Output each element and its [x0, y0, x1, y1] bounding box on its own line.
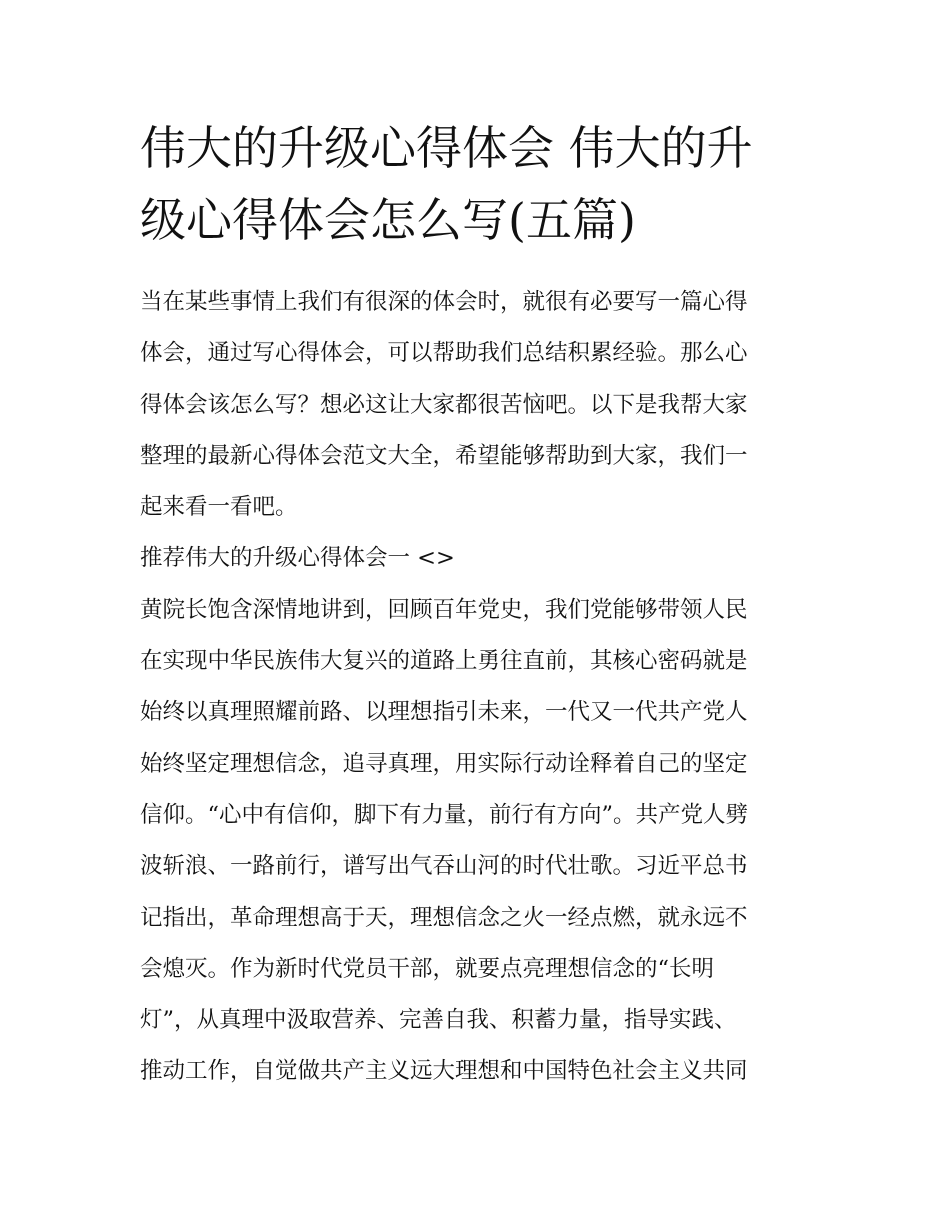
intro-line: 得体会该怎么写？想必这让大家都很苦恼吧。以下是我帮大家 [140, 391, 748, 418]
document-title [140, 112, 820, 256]
section-line: 波斩浪、一路前行，谱写出气吞山河的时代壮歌。习近平总书 [140, 853, 748, 880]
section-line: 推动工作，自觉做共产主义远大理想和中国特色社会主义共同 [140, 1058, 748, 1085]
section-line: 会熄灭。作为新时代党员干部，就要点亮理想信念的“长明 [140, 955, 715, 982]
section-line: 信仰。“心中有信仰，脚下有力量，前行有方向”。共产党人劈 [140, 801, 749, 828]
document-body [140, 277, 820, 1098]
intro-line: 起来看一看吧。 [140, 494, 298, 521]
section-line: 始终坚定理想信念，追寻真理，用实际行动诠释着自己的坚定 [140, 750, 748, 777]
title-line: 伟大的升级心得体会 伟大的升 [140, 121, 753, 175]
section-heading: 推荐伟大的升级心得体会一 <> [140, 545, 455, 572]
section-line: 灯”，从真理中汲取营养、完善自我、积蓄力量，指导实践、 [140, 1007, 737, 1034]
section-line: 黄院长饱含深情地讲到，回顾百年党史，我们党能够带领人民 [140, 596, 748, 623]
section-line: 始终以真理照耀前路、以理想指引未来，一代又一代共产党人 [140, 699, 748, 726]
intro-line: 体会，通过写心得体会，可以帮助我们总结积累经验。那么心 [140, 340, 748, 367]
section-line: 在实现中华民族伟大复兴的道路上勇往直前，其核心密码就是 [140, 648, 748, 675]
intro-line: 当在某些事情上我们有很深的体会时，就很有必要写一篇心得 [140, 289, 748, 315]
title-line: 级心得体会怎么写(五篇) [140, 193, 636, 247]
intro-line: 整理的最新心得体会范文大全，希望能够帮助到大家，我们一 [140, 442, 748, 469]
section-line: 记指出，革命理想高于天，理想信念之火一经点燃，就永远不 [140, 904, 748, 931]
